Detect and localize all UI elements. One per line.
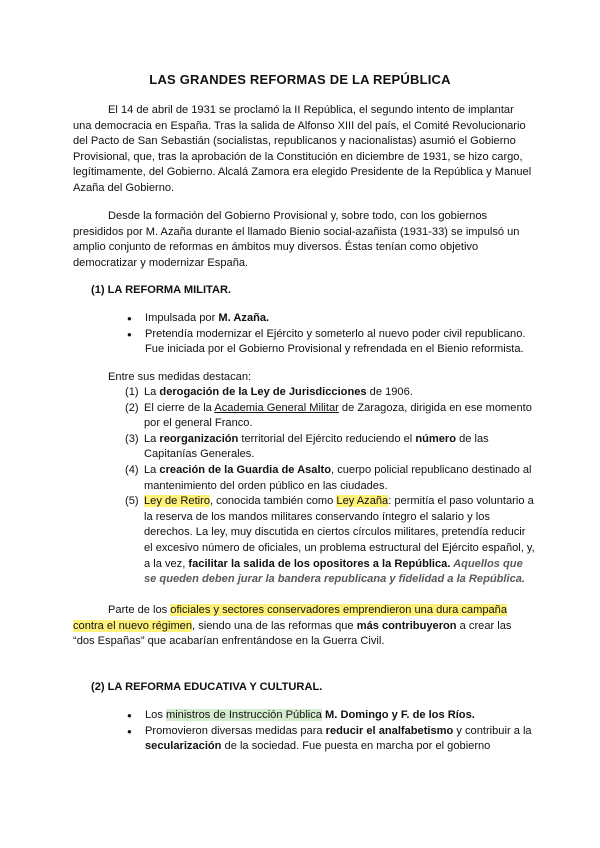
list-item: ● Pretendía modernizar el Ejército y someterlo al nuevo poder civil republicano. Fue iniciada por el Gobierno Provisional y refrendada en el Bienio reformista. [127,327,537,358]
intro-paragraph-2: Desde la formación del Gobierno Provisional y, sobre todo, con los gobiernos presididos por M. Azaña durante el llamado Bienio social-azañista (1931-33) se impulsó un amplio conjunto de reformas en ámbitos muy diversos. Éstas tenían como objetivo democratizar y modernizar España. [73,210,520,269]
list-item: (1) La derogación de la Ley de Jurisdicciones de 1906. [125,386,413,398]
intro-paragraph-1: El 14 de abril de 1931 se proclamó la II República, el segundo intento de implantar una democracia en España. Tras la salida de Alfonso XIII del país, el Comité Revolucionario del Pacto de San Sebastián (socialistas, republicanos y nacionalistas) asumió el Gobierno Provisional, que, tras la aprobación de la Constitución en diciembre de 1931, se hizo cargo, legítimamente, del Gobierno. Alcalá Zamora era elegido Presidente de la República y Manuel Azaña del Gobierno. [73,104,532,194]
measures-list [125,385,537,588]
section-heading-education: (2) LA REFORMA EDUCATIVA Y CULTURAL. [91,681,323,693]
list-item: (3) La reorganización territorial del Ejército reduciendo el número de las Capitanías Generales. [125,432,489,461]
section-heading-military: (1) LA REFORMA MILITAR. [91,284,232,296]
military-bullet-list [127,311,537,358]
page-title: LAS GRANDES REFORMAS DE LA REPÚBLICA [149,72,451,87]
education-bullet-list [127,708,537,755]
list-item: ● Promovieron diversas medidas para reducir el analfabetismo y contribuir a la secularización de la sociedad. Fue puesta en marcha por el gobierno [127,724,537,755]
list-item: ● Impulsada por M. Azaña. [127,311,537,327]
list-item: (4) La creación de la Guardia de Asalto, cuerpo policial republicano destinado al mantenimiento del orden público en las ciudades. [125,463,532,492]
list-item: (2) El cierre de la Academia General Militar de Zaragoza, dirigida en ese momento por el general Franco. [125,401,532,430]
measures-intro: Entre sus medidas destacan: [108,371,252,383]
list-item: ● Los ministros de Instrucción Pública M. Domingo y F. de los Ríos. [127,708,537,724]
list-item: (5) Ley de Retiro, conocida también como Ley Azaña: permitía el paso voluntario a la reserva de los mandos militares conservando íntegro el salario y los derechos. La ley, muy discutida en ciertos círculos militares, pretendía reducir el excesivo número de oficiales, un problema estructural del Ejército español, y, a la vez, facilitar la salida de los opositores a la República. Aquellos que se queden deben jurar la bandera republicana y fidelidad a la República. [125,495,535,586]
military-closing-paragraph: Parte de los oficiales y sectores conservadores emprendieron una dura campaña contra el nuevo régimen, siendo una de las reformas que más contribuyeron a crear las “dos Españas” que acabarían enfrentándose en la Guerra Civil. [73,604,512,648]
